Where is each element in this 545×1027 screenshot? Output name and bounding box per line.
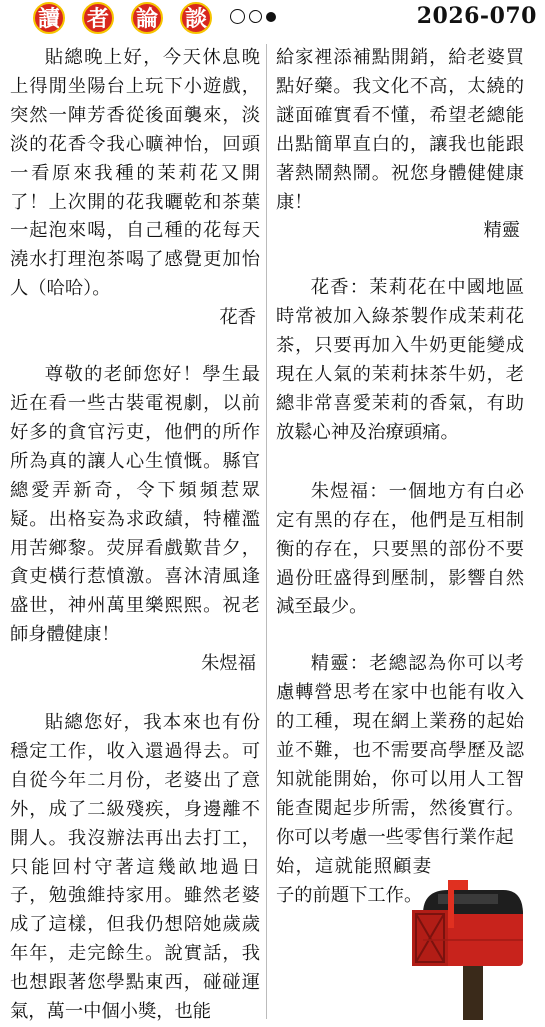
- open-circle-icon: [249, 10, 262, 23]
- column-header: [0, 0, 545, 38]
- letter-continuation: 給家裡添補點開銷，給老婆買點好藥。我文化不高，太繞的謎面確實看不懂，希望老總能出點簡單直白的，讓我也能跟著熱鬧熱鬧。祝您身體健健康康！: [276, 47, 524, 213]
- letter-text: 尊敬的老師您好！學生最近在看一些古裝電視劇，以前好多的貪官污吏，他們的所作所為真的讓人心生憤慨。縣官總愛弄新奇，令下頻頻惹眾疑。出格妄為求政績，特權濫用苦鄉黎。荧屏看戲歎昔夕，貪吏橫行惹憤激。喜沐清風逢盛世，神州萬里樂熙熙。祝老師身體健康！: [10, 364, 260, 646]
- reply-text: 朱煜福：一個地方有白必定有黑的存在，他們是互相制衡的存在，只要黑的部份不要過份旺盛得到壓制，影響自然減至最少。: [276, 480, 524, 618]
- filled-circle-icon: [266, 12, 276, 22]
- left-column: [10, 44, 260, 1027]
- title-badge-2: 者: [82, 2, 114, 34]
- red-mailbox-icon: [408, 880, 536, 1020]
- letter-signature: 精靈: [483, 220, 520, 242]
- title-badge-4: 談: [180, 2, 212, 34]
- reply-text: 花香：茉莉花在中國地區時常被加入綠茶製作成茉莉花茶，只要再加入牛奶更能變成現在人氣的茉莉抹茶牛奶，老總非常喜愛茉莉的香氣，有助放鬆心神及治療頭痛。: [276, 277, 524, 443]
- letter-signature: 朱煜福: [201, 653, 256, 675]
- open-circle-icon: [230, 9, 245, 24]
- issue-number: 2026-070: [416, 3, 537, 29]
- title-badge-1: 讀: [33, 2, 65, 34]
- column-divider: [266, 44, 267, 1019]
- decorative-dots: [230, 9, 276, 24]
- reply-text-wrap: 始，這就能照顧妻子的前題下工作。: [276, 855, 431, 906]
- letter-signature: 花香: [219, 307, 256, 329]
- letter-text: 貼總您好，我本來也有份穩定工作，收入還過得去。可自從今年二月份，老婆出了意外，成了二級殘疾，身邊離不開人。我沒辦法再出去打工，只能回村守著這幾畝地過日子，勉強維持家用。雖然老婆成了這樣，但我仍想陪她歲歲年年，走完餘生。說實話，我也想跟著您學點東西，碰碰運氣，萬一中個小獎，也能: [10, 712, 260, 1023]
- right-column: [276, 44, 524, 910]
- title-badge-3: 論: [131, 2, 163, 34]
- reply-text: 精靈：老總認為你可以考慮轉營思考在家中也能有收入的工種，現在網上業務的起始並不難，也不需要高學歷及認知就能開始，你可以用人工智能查閱起步所需，然後實行。你可以考慮一些零售行業作起: [276, 653, 524, 848]
- letter-text: 貼總晚上好，今天休息晚上得閒坐陽台上玩下小遊戲，突然一陣芳香從後面襲來，淡淡的花香令我心曠神怡，回頭一看原來我種的茉莉花又開了！上次開的花我曬乾和茶葉一起泡來喝，自己種的花每天澆水打理泡茶喝了感覺更加怡人（哈哈）。: [10, 47, 260, 300]
